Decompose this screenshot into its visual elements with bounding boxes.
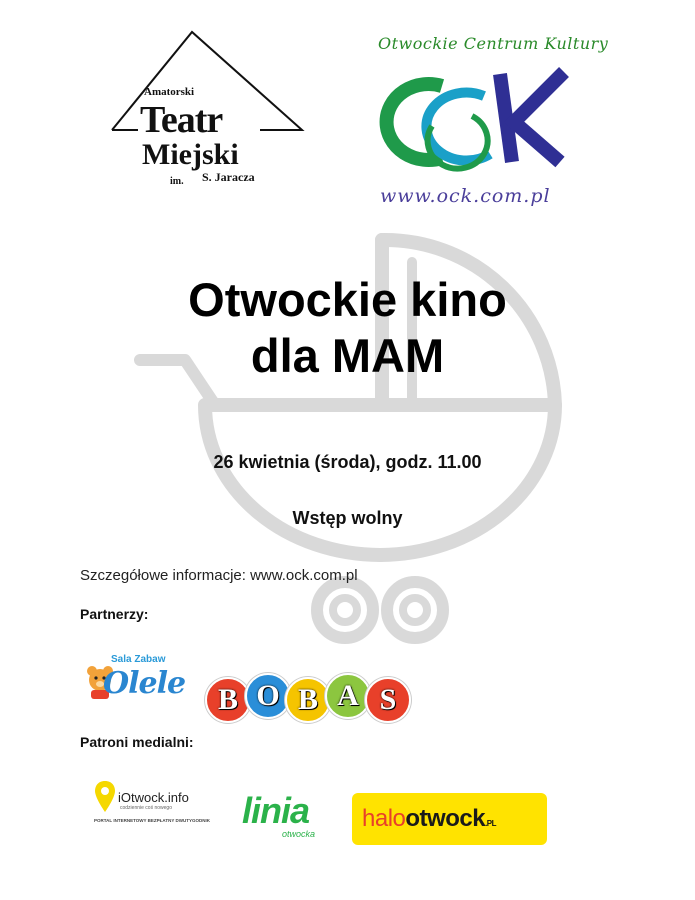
- teatr-word-text: Teatr: [140, 99, 223, 141]
- iotwock-portal-text: PORTAL INTERNETOWY BEZPŁATNY DWUTYGODNIK: [94, 818, 211, 823]
- patrons-label: Patroni medialni:: [80, 734, 194, 750]
- ock-url-text: www.ock.com.pl: [380, 185, 551, 207]
- partners-label: Partnerzy:: [80, 606, 149, 622]
- event-title: [100, 272, 595, 384]
- iotwock-sub-text: codziennie coś nowego: [120, 805, 172, 811]
- ock-mark-icon: [372, 66, 572, 176]
- olele-word-text: Olele: [103, 666, 186, 701]
- ock-title-text: Otwockie Centrum Kultury: [378, 34, 609, 53]
- bobas-ball: B: [285, 677, 331, 723]
- bobas-ball: O: [245, 673, 291, 719]
- halo-text: [362, 805, 496, 833]
- teatr-miejski-logo: [110, 30, 310, 195]
- bobas-logo: [205, 675, 415, 725]
- bobas-ball: B: [205, 677, 251, 723]
- olele-logo: [85, 652, 185, 712]
- event-entry: Wstęp wolny: [292, 508, 403, 528]
- iotwock-logo: [90, 778, 210, 828]
- event-date: 26 kwietnia (środa), godz. 11.00: [213, 452, 482, 472]
- halootwock-logo: [352, 793, 547, 845]
- event-title-line1: Otwockie kino: [188, 273, 507, 326]
- halo-a-text: halo: [362, 805, 406, 832]
- linia-sub-text: otwocka: [282, 829, 316, 839]
- location-pin-icon: [94, 780, 116, 814]
- linia-word-text: linia: [242, 790, 310, 831]
- halo-pl-text: .PL: [485, 819, 497, 828]
- ock-logo: [372, 30, 609, 215]
- iotwock-name-text: iOtwock.info: [118, 790, 189, 805]
- teatr-im-text: im.: [170, 176, 184, 187]
- teatr-jaracza-text: S. Jaracza: [202, 170, 255, 184]
- bobas-ball: S: [365, 677, 411, 723]
- event-title-line2: dla MAM: [250, 329, 445, 382]
- halo-b-text: otwock: [405, 805, 486, 832]
- linia-otwocka-logo: [242, 790, 332, 843]
- bobas-ball: A: [325, 673, 371, 719]
- details-text: Szczegółowe informacje: www.ock.com.pl: [80, 567, 358, 584]
- teatr-amatorski-text: Amatorski: [144, 86, 195, 98]
- olele-top-text: Sala Zabaw: [111, 654, 166, 665]
- teatr-miejski-text: Miejski: [142, 138, 239, 171]
